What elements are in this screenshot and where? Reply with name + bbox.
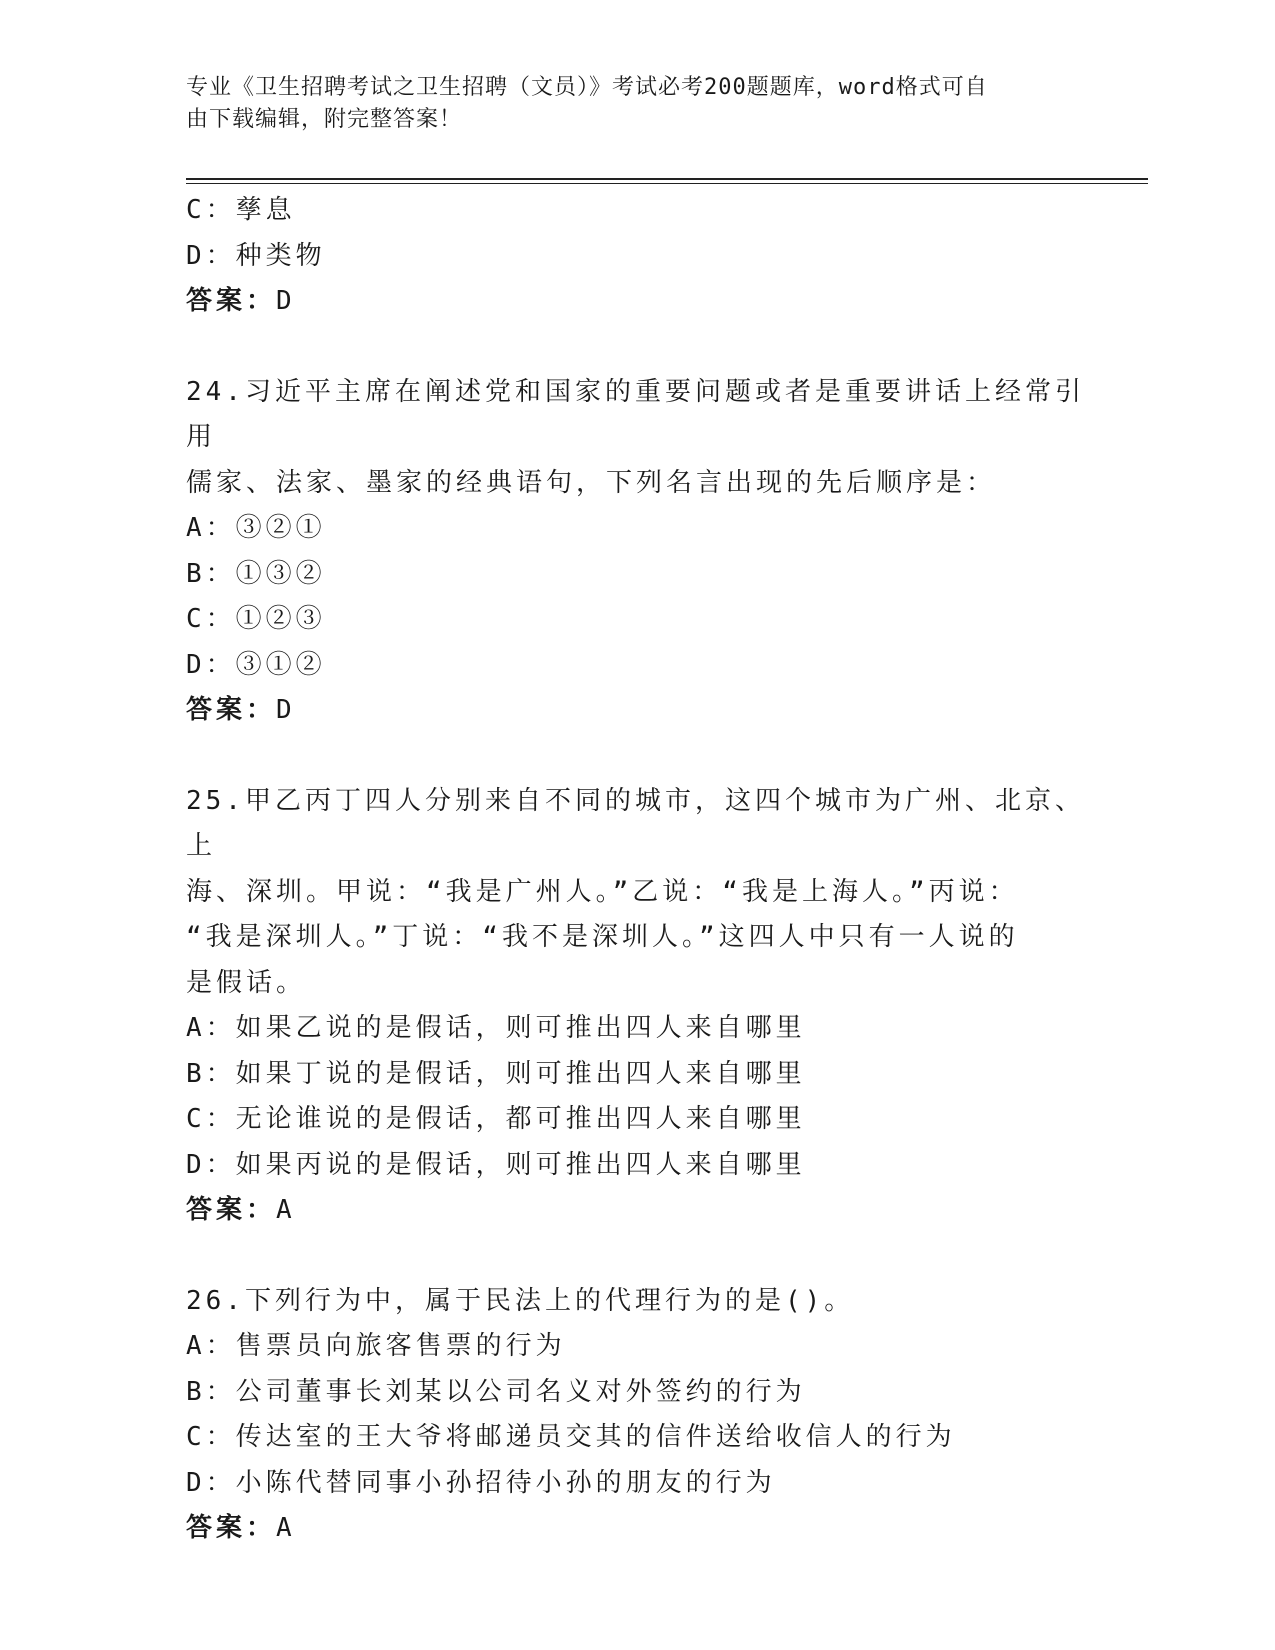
option-d: D：小陈代替同事小孙招待小孙的朋友的行为 (186, 1467, 776, 1498)
question-25 (186, 779, 1106, 1234)
header-divider-thick (186, 178, 1148, 180)
question-stem-line: 24.习近平主席在阐述党和国家的重要问题或者是重要讲话上经常引用 (186, 376, 1085, 452)
answer-line: 答案：A (186, 1513, 296, 1543)
document-header (186, 72, 1086, 136)
option-d: D：种类物 (186, 240, 326, 271)
option-a: A：如果乙说的是假话，则可推出四人来自哪里 (186, 1013, 806, 1043)
question-23-continuation (186, 188, 1106, 325)
question-stem-line: “我是深圳人。”丁说：“我不是深圳人。”这四人中只有一人说的 (186, 922, 1019, 952)
question-26 (186, 1279, 1106, 1552)
header-line-2: 由下载编辑，附完整答案！ (186, 107, 463, 132)
answer-line: 答案：A (186, 1195, 296, 1225)
option-d: D：如果丙说的是假话，则可推出四人来自哪里 (186, 1149, 806, 1180)
answer-line: 答案：D (186, 695, 296, 725)
question-stem-line: 25.甲乙丙丁四人分别来自不同的城市，这四个城市为广州、北京、上 (186, 785, 1085, 861)
question-stem-line: 26.下列行为中，属于民法上的代理行为的是()。 (186, 1285, 855, 1316)
header-line-1: 专业《卫生招聘考试之卫生招聘（文员）》考试必考200题题库，word格式可自 (186, 75, 988, 100)
answer-line: 答案：D (186, 286, 296, 316)
option-b: B：①③② (186, 558, 326, 589)
option-c: C：孳息 (186, 195, 296, 225)
question-24 (186, 370, 1106, 734)
option-a: A：③②① (186, 513, 326, 543)
question-stem-line: 是假话。 (186, 967, 307, 998)
header-divider-thin (186, 183, 1148, 184)
option-c: C：无论谁说的是假话，都可推出四人来自哪里 (186, 1104, 806, 1134)
spacer (186, 734, 1106, 779)
option-b: B：如果丁说的是假话，则可推出四人来自哪里 (186, 1058, 806, 1089)
option-d: D：③①② (186, 649, 326, 680)
option-c: C：①②③ (186, 604, 326, 634)
option-b: B：公司董事长刘某以公司名义对外签约的行为 (186, 1376, 806, 1407)
option-a: A：售票员向旅客售票的行为 (186, 1331, 566, 1361)
question-stem-line: 海、深圳。甲说：“我是广州人。”乙说：“我是上海人。”丙说： (186, 876, 1019, 907)
question-list (186, 188, 1106, 1552)
spacer (186, 325, 1106, 370)
question-stem-line: 儒家、法家、墨家的经典语句，下列名言出现的先后顺序是： (186, 467, 997, 498)
option-c: C：传达室的王大爷将邮递员交其的信件送给收信人的行为 (186, 1422, 956, 1452)
spacer (186, 1234, 1106, 1279)
